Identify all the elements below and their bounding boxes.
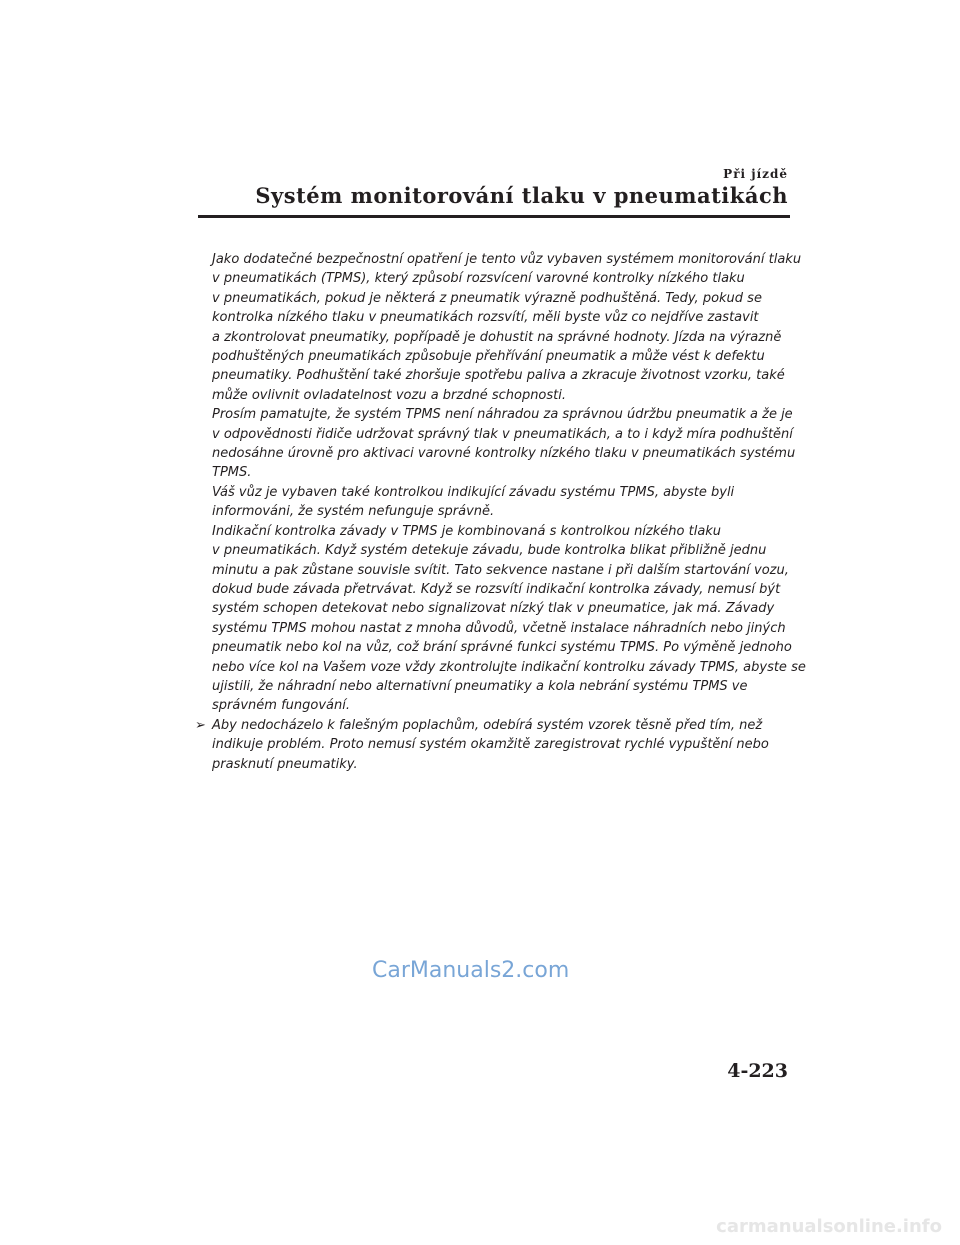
paragraph-maintenance <box>212 405 796 483</box>
text-line: pneumatiky. Podhuštění také zhoršuje spotřebu paliva a zkracuje životnost vzorku, také <box>212 368 785 384</box>
text-line: systém schopen detekovat nebo signalizovat nízký tlak v pneumatice, jak má. Závady <box>212 601 775 617</box>
text-line: nedosáhne úrovně pro aktivaci varovné kontrolky nízkého tlaku v pneumatikách systému <box>212 446 796 462</box>
text-line: a zkontrolovat pneumatiky, popřípadě je dohustit na správné hodnoty. Jízda na výrazně <box>212 329 782 345</box>
chapter-title: Systém monitorování tlaku v pneumatikách <box>255 183 788 208</box>
paragraph-tpms-intro <box>212 250 802 405</box>
text-line: Jako dodatečné bezpečnostní opatření je tento vůz vybaven systémem monitorování tlaku <box>212 252 802 267</box>
arrow-bullet-icon: ➢ <box>195 717 206 733</box>
text-line: minutu a pak zůstane souvisle svítit. Tato sekvence nastane i při dalším startování vozu, <box>212 562 789 578</box>
section-label: Při jízdě <box>723 167 788 181</box>
text-line: nebo více kol na Vašem voze vždy zkontrolujte indikační kontrolku závady TPMS, abyste se <box>212 659 806 675</box>
body-text <box>195 250 806 774</box>
text-line: systému TPMS mohou nastat z mnoha důvodů, včetně instalace náhradních nebo jiných <box>212 620 786 636</box>
text-line: v pneumatikách, pokud je některá z pneumatik výrazně podhuštěná. Tedy, pokud se <box>212 290 762 306</box>
text-line: podhuštěných pneumatikách způsobuje přehřívání pneumatik a může vést k defektu <box>212 349 765 365</box>
text-line: může ovlivnit ovladatelnost vozu a brzdné schopnosti. <box>212 387 567 403</box>
text-line: Aby nedocházelo k falešným poplachům, odebírá systém vzorek těsně před tím, než <box>212 717 763 733</box>
paragraph-malfunction-details <box>212 522 806 716</box>
footer-watermark: carmanualsonline.info <box>716 1216 942 1237</box>
text-line: v odpovědnosti řidiče udržovat správný tlak v pneumatikách, a to i když míra podhuštění <box>212 426 793 442</box>
text-line: v pneumatikách. Když systém detekuje závadu, bude kontrolka blikat přibližně jednu <box>212 543 767 559</box>
page-number: 4-223 <box>727 1060 788 1082</box>
paragraph-malfunction-light <box>212 483 792 522</box>
text-line: indikuje problém. Proto nemusí systém okamžitě zaregistrovat rychlé vypuštění nebo <box>212 737 769 753</box>
header-divider <box>198 215 790 218</box>
text-line: Váš vůz je vybaven také kontrolkou indikující závadu systému TPMS, abyste byli <box>212 484 735 500</box>
text-line: dokud bude závada přetrvávat. Když se rozsvítí indikační kontrolka závady, nemusí být <box>212 581 781 597</box>
text-line: pneumatik nebo kol na vůz, což brání správné funkci systému TPMS. Po výměně jednoho <box>212 640 792 656</box>
text-line: ujistili, že náhradní nebo alternativní pneumatiky a kola nebrání systému TPMS ve <box>212 678 748 694</box>
text-line: informováni, že systém nefunguje správně. <box>212 504 495 520</box>
text-line: Indikační kontrolka závady v TPMS je kombinovaná s kontrolkou nízkého tlaku <box>212 523 722 539</box>
text-line: TPMS. <box>212 465 252 481</box>
watermark-logo: CarManuals2.com <box>372 958 570 983</box>
text-line: správném fungování. <box>212 698 350 714</box>
text-line: Prosím pamatujte, že systém TPMS není náhradou za správnou údržbu pneumatik a že je <box>212 407 793 423</box>
text-line: v pneumatikách (TPMS), který způsobí rozsvícení varovné kontrolky nízkého tlaku <box>212 271 745 287</box>
text-line: prasknutí pneumatiky. <box>212 756 358 772</box>
text-line: kontrolka nízkého tlaku v pneumatikách rozsvítí, měli byste vůz co nejdříve zastavit <box>212 310 759 326</box>
bullet-item-false-alarms <box>195 716 792 774</box>
